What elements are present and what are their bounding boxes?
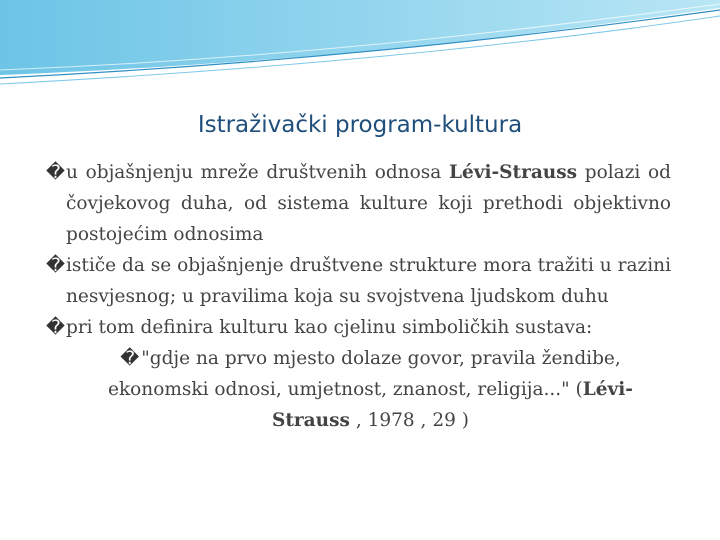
bullet-text: polazi od čovjekovog duha, od sistema kulture koji prethodi objektivno postojećim odnosima: [66, 162, 672, 245]
bullet-text: u objašnjenju mreže društvenih odnosa: [66, 162, 449, 183]
author-name: Lévi-Strauss: [448, 162, 578, 183]
quote-subbullet: [46, 343, 671, 436]
bullet-text: pri tom definira kulturu kao cjelinu simboličkih sustava:: [66, 317, 593, 338]
bullet-marker-icon: �: [46, 255, 65, 276]
bullet-item: [46, 157, 671, 250]
bullet-item: [46, 250, 671, 312]
bullet-text: ističe da se objašnjenje društvene strukture mora tražiti u razini nesvjesnog; u pravilima koja su svojstvena ljudskom duhu: [66, 255, 671, 307]
header-wave-decoration: [0, 0, 720, 90]
bullet-marker-icon: �: [46, 317, 65, 338]
quote-text: "gdje na prvo mjesto dolaze govor, pravila žendibe, ekonomski odnosi, umjetnost, znanost, religija..." (: [108, 348, 621, 400]
bullet-marker-icon: �: [120, 348, 140, 369]
bullet-marker-icon: �: [46, 162, 65, 183]
citation-text: , 1978 , 29 ): [349, 410, 469, 431]
slide-title: Istraživački program-kultura: [197, 112, 523, 138]
bullet-list: [46, 157, 671, 436]
author-name: Lévi-Strauss: [272, 379, 633, 431]
bullet-item: [46, 312, 671, 343]
